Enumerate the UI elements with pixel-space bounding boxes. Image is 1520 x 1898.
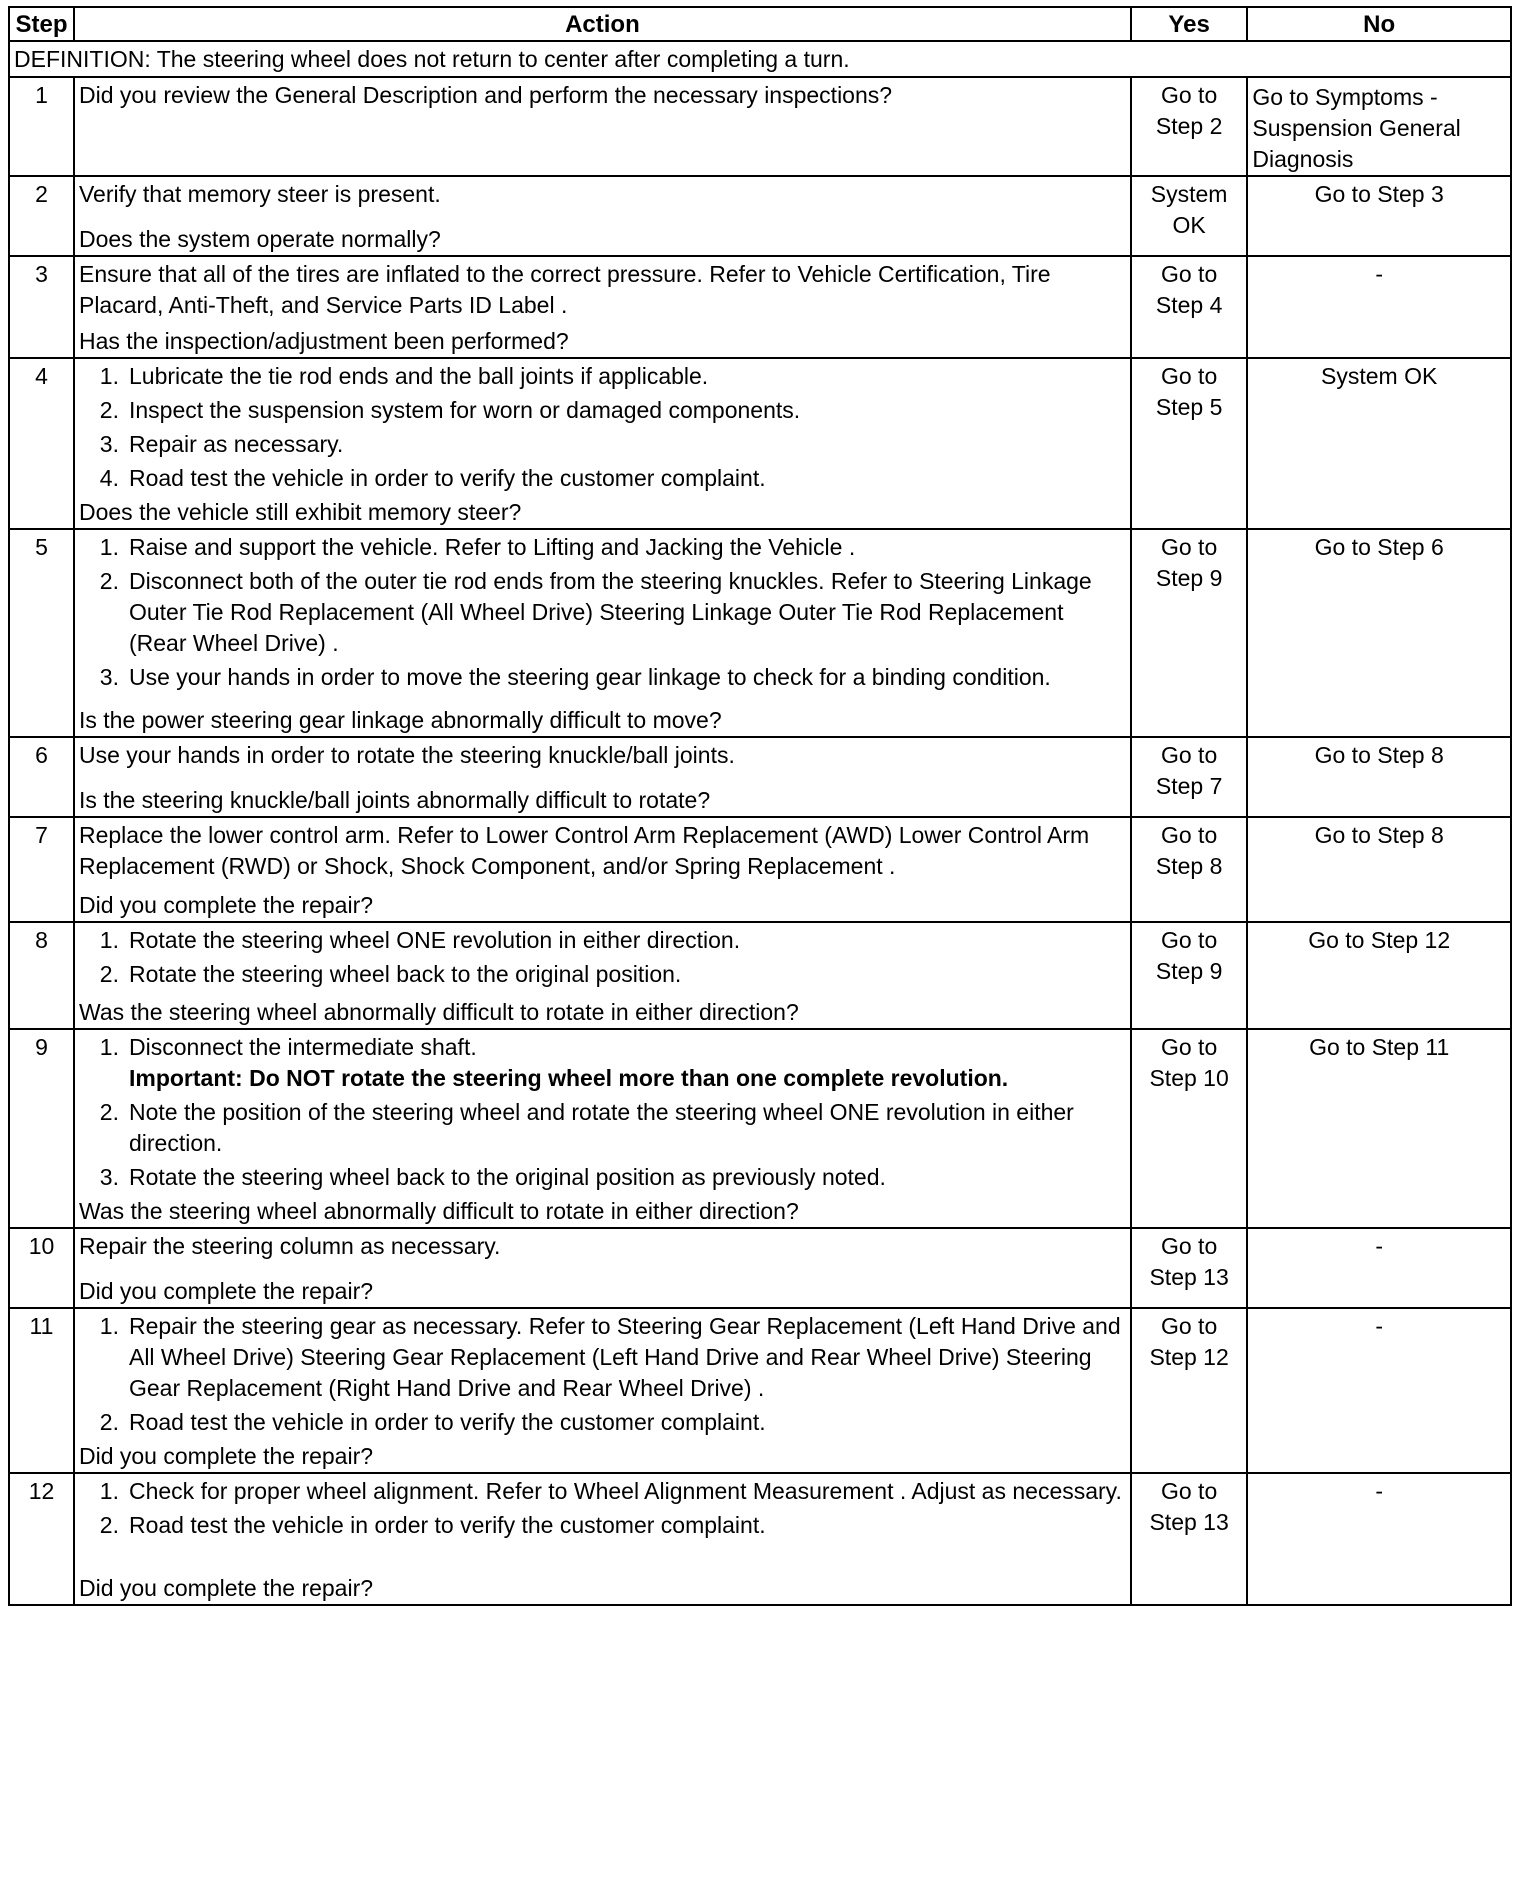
yes-result: Go to Step 5: [1131, 358, 1247, 529]
action-top: [79, 925, 1126, 993]
no-result: -: [1247, 1473, 1511, 1605]
procedure-text: Road test the vehicle in order to verify the customer complaint.: [128, 1409, 766, 1435]
procedure-item: [79, 1311, 1126, 1404]
procedure-list: [79, 1032, 1126, 1193]
yes-result: Go to Step 12: [1131, 1308, 1247, 1473]
procedure-item: [79, 463, 1126, 494]
procedure-number: 2.: [99, 961, 119, 987]
definition-text: DEFINITION: The steering wheel does not return to center after completing a turn.: [9, 41, 1511, 77]
procedure-number: 2.: [99, 1409, 119, 1435]
action-question: Was the steering wheel abnormally difficult to rotate in either direction?: [78, 1198, 799, 1224]
header-yes: Yes: [1131, 7, 1247, 41]
action-content: [79, 532, 1126, 736]
table-row: [9, 1308, 1511, 1473]
action-question: Did you review the General Description and perform the necessary inspections?: [78, 82, 893, 108]
procedure-text: Repair as necessary.: [128, 431, 344, 457]
table-row: [9, 176, 1511, 256]
action-question: Is the steering knuckle/ball joints abnormally difficult to rotate?: [78, 787, 711, 813]
action-top: [79, 1476, 1126, 1544]
table-row: [9, 358, 1511, 529]
action-cell: [74, 529, 1131, 737]
procedure-list: [79, 361, 1126, 494]
step-number: 11: [9, 1308, 74, 1473]
yes-result: Go to Step 8: [1131, 817, 1247, 922]
procedure-number: 4.: [99, 465, 119, 491]
action-question: Did you complete the repair?: [78, 1575, 374, 1601]
procedure-item: [79, 566, 1126, 659]
table-row: [9, 922, 1511, 1029]
procedure-list: [79, 1311, 1126, 1438]
step-number: 10: [9, 1228, 74, 1308]
procedure-text: Note the position of the steering wheel and rotate the steering wheel ONE revolution in either direction.: [128, 1099, 1074, 1156]
step-number: 2: [9, 176, 74, 256]
procedure-number: 1.: [99, 363, 119, 389]
action-question: Was the steering wheel abnormally difficult to rotate in either direction?: [78, 999, 799, 1025]
yes-result: Go to Step 13: [1131, 1473, 1247, 1605]
procedure-item: [79, 1032, 1126, 1094]
table-body: [9, 41, 1511, 1605]
step-number: 7: [9, 817, 74, 922]
action-question: Does the system operate normally?: [78, 226, 441, 252]
yes-result: Go to Step 9: [1131, 922, 1247, 1029]
no-result: -: [1247, 1308, 1511, 1473]
procedure-text: Road test the vehicle in order to verify the customer complaint.: [128, 465, 766, 491]
procedure-item: [79, 1510, 1126, 1541]
procedure-number: 3.: [99, 1164, 119, 1190]
action-cell: [74, 176, 1131, 256]
action-content: [79, 1032, 1126, 1227]
table-row: [9, 1228, 1511, 1308]
diagnostic-table: [8, 6, 1512, 1606]
procedure-text: Repair the steering gear as necessary. Refer to Steering Gear Replacement (Left Hand Drive and All Wheel Drive) Steering Gear Replacement (Left Hand Drive and Rear Wheel Drive) Steering Gear Replacement (Right Hand Drive and Rear Wheel Drive) .: [128, 1313, 1121, 1401]
action-content: [79, 740, 1126, 816]
procedure-text: Raise and support the vehicle. Refer to Lifting and Jacking the Vehicle .: [128, 534, 856, 560]
action-cell: [74, 1029, 1131, 1228]
table-row: [9, 817, 1511, 922]
action-cell: [74, 817, 1131, 922]
procedure-text: Road test the vehicle in order to verify the customer complaint.: [128, 1512, 766, 1538]
procedure-item: [79, 1407, 1126, 1438]
action-content: [79, 361, 1126, 528]
yes-result: Go to Step 13: [1131, 1228, 1247, 1308]
procedure-item: [79, 532, 1126, 563]
step-number: 6: [9, 737, 74, 817]
step-number: 1: [9, 77, 74, 176]
table-row: [9, 1473, 1511, 1605]
no-result: Go to Step 3: [1247, 176, 1511, 256]
action-cell: [74, 1308, 1131, 1473]
action-content: [79, 1311, 1126, 1472]
no-result: Go to Symptoms - Suspension General Diagnosis: [1247, 77, 1511, 176]
procedure-item: [79, 1097, 1126, 1159]
procedure-item: [79, 429, 1126, 460]
action-top: [79, 532, 1126, 696]
step-number: 8: [9, 922, 74, 1029]
procedure-text: Use your hands in order to move the steering gear linkage to check for a binding condition.: [128, 664, 1051, 690]
table-row: [9, 77, 1511, 176]
action-cell: [74, 358, 1131, 529]
action-content: [79, 820, 1126, 921]
header-action: Action: [74, 7, 1131, 41]
procedure-item: [79, 925, 1126, 956]
action-content: [79, 1476, 1126, 1604]
procedure-number: 1.: [99, 1034, 119, 1060]
action-question: Did you complete the repair?: [78, 892, 374, 918]
diagnostic-table-container: [8, 6, 1512, 1606]
action-intro: Use your hands in order to rotate the steering knuckle/ball joints.: [78, 742, 735, 768]
header-row: [9, 7, 1511, 41]
action-intro: Verify that memory steer is present.: [78, 181, 441, 207]
action-content: [79, 1231, 1126, 1307]
action-cell: [74, 922, 1131, 1029]
action-top: [79, 820, 1126, 882]
step-number: 9: [9, 1029, 74, 1228]
procedure-number: 3.: [99, 664, 119, 690]
procedure-item: [79, 662, 1126, 693]
action-question: Did you complete the repair?: [78, 1278, 374, 1304]
procedure-list: [79, 1476, 1126, 1541]
no-result: Go to Step 11: [1247, 1029, 1511, 1228]
action-top: [79, 361, 1126, 497]
yes-result: Go to Step 4: [1131, 256, 1247, 358]
action-content: [79, 925, 1126, 1028]
procedure-number: 3.: [99, 431, 119, 457]
step-number: 5: [9, 529, 74, 737]
no-result: Go to Step 12: [1247, 922, 1511, 1029]
procedure-item: [79, 361, 1126, 392]
action-intro: Ensure that all of the tires are inflated to the correct pressure. Refer to Vehicle Certification, Tire Placard, Anti-Theft, and Service Parts ID Label .: [78, 261, 1051, 318]
procedure-text: Check for proper wheel alignment. Refer to Wheel Alignment Measurement . Adjust as necessary.: [128, 1478, 1122, 1504]
yes-result: Go to Step 9: [1131, 529, 1247, 737]
procedure-number: 2.: [99, 1512, 119, 1538]
procedure-text: Rotate the steering wheel back to the original position.: [128, 961, 682, 987]
procedure-text: Rotate the steering wheel back to the original position as previously noted.: [128, 1164, 886, 1190]
action-cell: [74, 737, 1131, 817]
action-content: [79, 179, 1126, 255]
procedure-number: 2.: [99, 568, 119, 594]
action-question: Did you complete the repair?: [78, 1443, 374, 1469]
procedure-number: 1.: [99, 534, 119, 560]
procedure-list: [79, 925, 1126, 990]
no-result: System OK: [1247, 358, 1511, 529]
action-cell: [74, 1228, 1131, 1308]
action-cell: [74, 77, 1131, 176]
no-result: Go to Step 8: [1247, 817, 1511, 922]
procedure-text: Disconnect the intermediate shaft. Important: Do NOT rotate the steering wheel more than one complete revolution.: [128, 1034, 1009, 1091]
action-top: [79, 1311, 1126, 1441]
header-step: Step: [9, 7, 74, 41]
yes-result: Go to Step 2: [1131, 77, 1247, 176]
action-question: Has the inspection/adjustment been performed?: [78, 328, 569, 354]
action-cell: [74, 256, 1131, 358]
action-intro: Replace the lower control arm. Refer to Lower Control Arm Replacement (AWD) Lower Control Arm Replacement (RWD) or Shock, Shock Component, and/or Spring Replacement .: [78, 822, 1090, 879]
procedure-item: [79, 1162, 1126, 1193]
no-result: Go to Step 8: [1247, 737, 1511, 817]
procedure-number: 1.: [99, 927, 119, 953]
action-cell: [74, 1473, 1131, 1605]
table-row: [9, 256, 1511, 358]
action-content: [79, 80, 1126, 175]
action-question: Is the power steering gear linkage abnormally difficult to move?: [78, 707, 722, 733]
procedure-text: Disconnect both of the outer tie rod ends from the steering knuckles. Refer to Steering Linkage Outer Tie Rod Replacement (All Wheel Drive) Steering Linkage Outer Tie Rod Replacement (Rear Wheel Drive) .: [128, 568, 1092, 656]
definition-row: [9, 41, 1511, 77]
table-row: [9, 737, 1511, 817]
step-number: 3: [9, 256, 74, 358]
procedure-item: [79, 395, 1126, 426]
action-top: [79, 740, 1126, 771]
action-top: [79, 179, 1126, 210]
procedure-list: [79, 532, 1126, 693]
procedure-text: Inspect the suspension system for worn or damaged components.: [128, 397, 801, 423]
procedure-text: Lubricate the tie rod ends and the ball joints if applicable.: [128, 363, 709, 389]
procedure-item: [79, 1476, 1126, 1507]
table-row: [9, 529, 1511, 737]
procedure-number: 1.: [99, 1478, 119, 1504]
step-number: 12: [9, 1473, 74, 1605]
yes-result: Go to Step 10: [1131, 1029, 1247, 1228]
procedure-item: [79, 959, 1126, 990]
no-result: Go to Step 6: [1247, 529, 1511, 737]
no-result: -: [1247, 256, 1511, 358]
step-number: 4: [9, 358, 74, 529]
no-result: -: [1247, 1228, 1511, 1308]
important-note: Important: Do NOT rotate the steering wheel more than one complete revolution.: [128, 1065, 1009, 1091]
header-no: No: [1247, 7, 1511, 41]
procedure-text: Rotate the steering wheel ONE revolution in either direction.: [128, 927, 741, 953]
action-top: [79, 1032, 1126, 1196]
action-top: [79, 1231, 1126, 1262]
action-question: Does the vehicle still exhibit memory steer?: [78, 499, 522, 525]
procedure-number: 2.: [99, 1099, 119, 1125]
yes-result: Go to Step 7: [1131, 737, 1247, 817]
table-row: [9, 1029, 1511, 1228]
yes-result: System OK: [1131, 176, 1247, 256]
action-content: [79, 259, 1126, 357]
procedure-number: 1.: [99, 1313, 119, 1339]
procedure-number: 2.: [99, 397, 119, 423]
action-intro: Repair the steering column as necessary.: [78, 1233, 501, 1259]
action-top: [79, 259, 1126, 321]
